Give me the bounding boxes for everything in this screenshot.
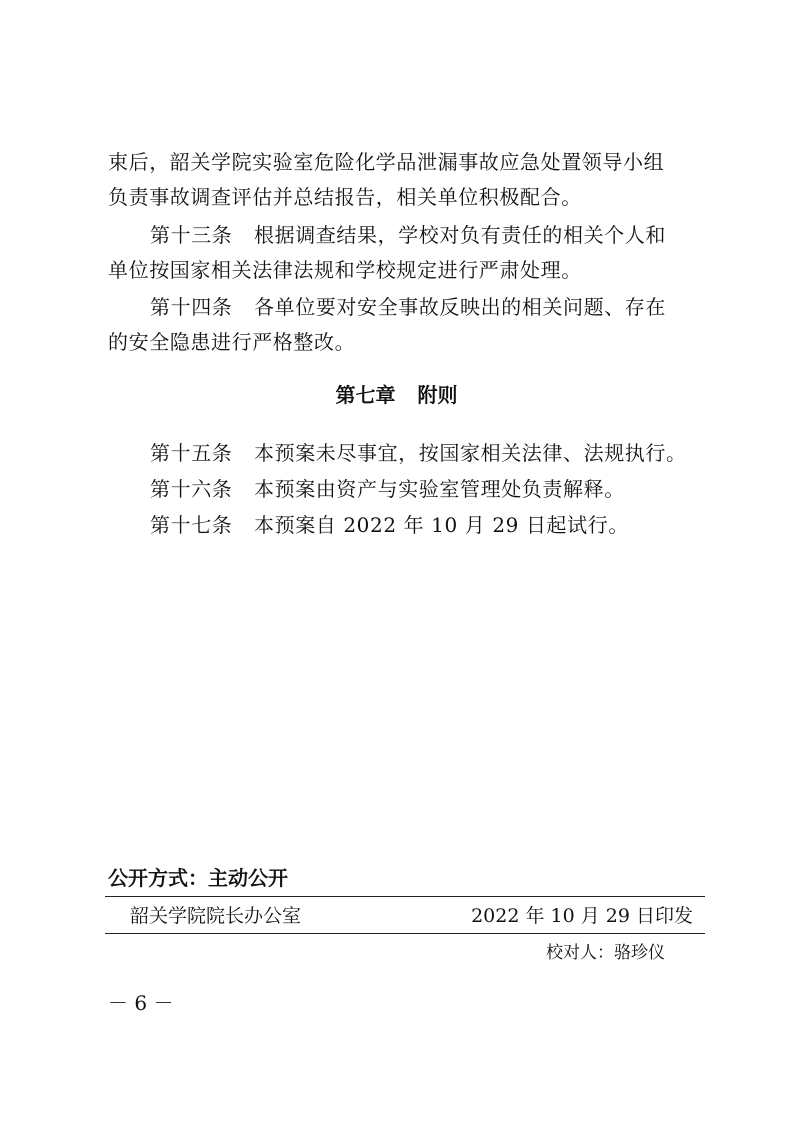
article-17: [150, 513, 629, 537]
disclosure-method: 公开方式：主动公开: [108, 866, 288, 890]
article-17-text: 本预案自 2022 年 10 月 29 日起试行。: [254, 513, 629, 537]
issuing-office: 韶关学院院长办公室: [130, 905, 302, 927]
chapter-heading: [0, 383, 793, 407]
article-14-text: 各单位要对安全事故反映出的相关问题、存在: [254, 295, 666, 319]
article-13-line-1: [150, 223, 666, 247]
article-14-label: 第十四条: [150, 295, 233, 319]
body-line-2: 负责事故调查评估并总结报告，相关单位积极配合。: [108, 185, 582, 209]
article-15-label: 第十五条: [150, 441, 233, 465]
article-13-line-2: 单位按国家相关法律法规和学校规定进行严肃处理。: [108, 258, 582, 282]
proofreader: 校对人：骆珍仪: [546, 943, 665, 963]
footer-bottom-rule: [105, 933, 705, 934]
article-15-text: 本预案未尽事宜，按国家相关法律、法规执行。: [254, 441, 687, 465]
article-13-text: 根据调查结果，学校对负有责任的相关个人和: [254, 223, 666, 247]
footer-top-rule: [105, 896, 705, 897]
article-16-label: 第十六条: [150, 477, 233, 501]
article-17-label: 第十七条: [150, 513, 233, 537]
article-15: [150, 441, 687, 465]
issue-date: 2022 年 10 月 29 日印发: [471, 905, 693, 927]
article-13-label: 第十三条: [150, 223, 233, 247]
article-14-line-2: 的安全隐患进行严格整改。: [108, 330, 356, 354]
article-14-line-1: [150, 295, 666, 319]
article-16: [150, 477, 625, 501]
body-line-1: 束后，韶关学院实验室危险化学品泄漏事故应急处置领导小组: [108, 150, 665, 174]
page-number: － 6 －: [108, 991, 174, 1015]
article-16-text: 本预案由资产与实验室管理处负责解释。: [254, 477, 625, 501]
chapter-title: 附则: [417, 383, 458, 407]
chapter-number: 第七章: [335, 383, 396, 407]
